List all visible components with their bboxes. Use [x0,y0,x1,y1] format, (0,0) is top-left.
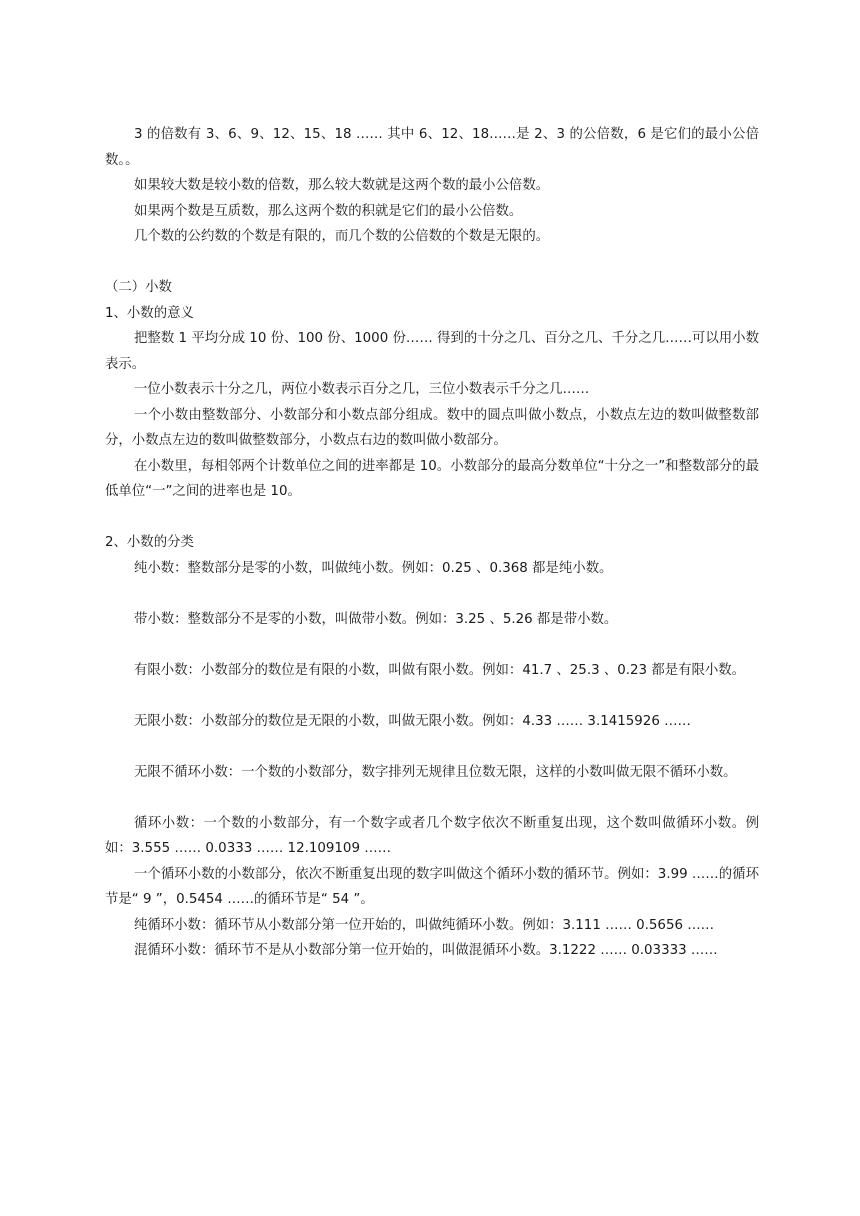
blank-line [105,734,759,760]
body-paragraph: 在小数里，每相邻两个计数单位之间的进率都是 10。小数部分的最高分数单位“十分之一”和整数部分的最低单位“一”之间的进率也是 10。 [105,458,759,499]
body-paragraph: 几个数的公约数的个数是有限的，而几个数的公倍数的个数是无限的。 [134,229,550,244]
blank-line [105,250,759,276]
body-paragraph: 一个小数由整数部分、小数部分和小数点部分组成。数中的圆点叫做小数点，小数点左边的数叫做整数部分，小数点左边的数叫做整数部分，小数点右边的数叫做小数部分。 [105,407,759,448]
body-paragraph: 有限小数：小数部分的数位是有限的小数，叫做有限小数。例如：41.7 、25.3 、0.23 都是有限小数。 [134,662,746,678]
document-body [105,122,759,964]
section-heading: （二）小数 [105,280,172,295]
body-paragraph: 混循环小数：循环节不是从小数部分第一位开始的，叫做混循环小数。3.1222 …… 0.03333 …… [134,943,718,958]
section-heading: 2、小数的分类 [105,535,194,550]
body-paragraph: 一个循环小数的小数部分，依次不断重复出现的数字叫做这个循环小数的循环节。例如：3.99 ……的循环节是“ 9 ”，0.5454 ……的循环节是“ 54 ”。 [105,866,759,907]
body-paragraph: 3 的倍数有 3、6、9、12、15、18 …… 其中 6、12、18……是 2、3 的公倍数，6 是它们的最小公倍数。。 [105,127,759,168]
body-paragraph: 纯循环小数：循环节从小数部分第一位开始的，叫做纯循环小数。例如：3.111 …… 0.5656 …… [134,917,715,933]
blank-line [105,505,759,531]
body-paragraph: 带小数：整数部分不是零的小数，叫做带小数。例如：3.25 、5.26 都是带小数。 [134,611,618,627]
body-paragraph: 把整数 1 平均分成 10 份、100 份、1000 份…… 得到的十分之几、百分之几、千分之几……可以用小数表示。 [105,331,759,372]
body-paragraph: 循环小数：一个数的小数部分，有一个数字或者几个数字依次不断重复出现，这个数叫做循环小数。例如：3.555 …… 0.0333 …… 12.109109 …… [105,815,759,856]
section-heading: 1、小数的意义 [105,305,194,321]
blank-line [105,581,759,607]
blank-line [105,683,759,709]
body-paragraph: 如果较大数是较小数的倍数，那么较大数就是这两个数的最小公倍数。 [134,178,550,193]
body-paragraph: 一位小数表示十分之几，两位小数表示百分之几，三位小数表示千分之几…… [134,382,590,397]
body-paragraph: 纯小数：整数部分是零的小数，叫做纯小数。例如：0.25 、0.368 都是纯小数。 [134,560,613,576]
body-paragraph: 无限小数：小数部分的数位是无限的小数，叫做无限小数。例如：4.33 …… 3.1415926 …… [134,713,691,729]
blank-line [105,632,759,658]
body-paragraph: 如果两个数是互质数，那么这两个数的积就是它们的最小公倍数。 [134,203,523,219]
body-paragraph: 无限不循环小数：一个数的小数部分，数字排列无规律且位数无限，这样的小数叫做无限不循环小数。 [134,764,737,780]
blank-line [105,785,759,811]
